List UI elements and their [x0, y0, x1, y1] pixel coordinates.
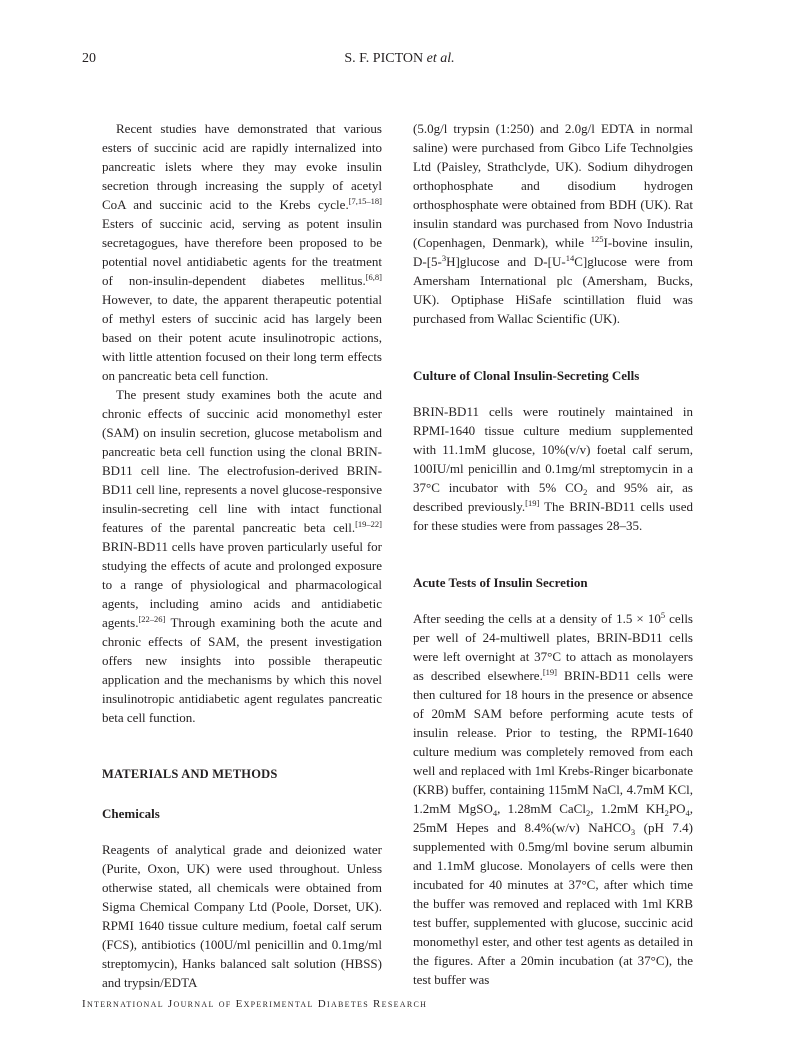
intro-paragraph-2: The present study examines both the acute and chronic effects of succinic acid monomethyl ester (SAM) on insulin secretion, glucose metabolism and pancreatic beta cell function using the clonal BRIN-BD11 cell line. The electrofusion-derived BRIN-BD11 cell line, represents a novel glucose-responsive insulin-secreting cell line with intact functional features of the parental pancreatic beta cell.[19–22] BRIN-BD11 cells have proven particularly useful for studying the effects of acute and prolonged exposure to a range of physiological and pharmacological agents, including amino acids and antidiabetic agents.[22–26] Through examining both the acute and chronic effects of SAM, the present investigation offers new insights into possible therapeutic application and the mechanisms by which this novel insulinotropic antidiabetic agent regulates pancreatic beta cell function. [102, 387, 382, 725]
running-head-etal: et al. [426, 51, 455, 66]
citation: [19–22] [355, 519, 382, 529]
citation: [19] [542, 667, 557, 677]
chemicals-paragraph-continued: (5.0g/l trypsin (1:250) and 2.0g/l EDTA in normal saline) were purchased from Gibco Life Technolgies Ltd (Paisley, Strathclyde, UK). Sodium dihydrogen orthophosphate and disodium hydrogen orthosphosphate were obtained from BDH (UK). Rat insulin standard was purchased from Novo Industria (Copenhagen, Denmark), while $^{125}$I-bovine insulin, D-[5-$^3$H]glucose and D-[U-$^{14}$C]glucose were from Amersham International plc (Amersham, Bucks, UK). Optiphase HiSafe scintillation fluid was purchased from Wallac Scientific (UK). [413, 121, 694, 326]
culture-paragraph: BRIN-BD11 cells were routinely maintained in RPMI-1640 tissue culture medium supplemented with 11.1mM glucose, 10%(v/v) foetal calf serum, 100IU/ml penicillin and 0.1mg/ml streptomycin in a 37°C incubator with 5% $CO_2$ and 95% air, as described previously.[19] The BRIN-BD11 cells used for these studies were from passages 28–35. [413, 404, 693, 533]
page-number: 20 [82, 51, 96, 66]
running-head [0, 51, 799, 67]
citation: [7,15–18] [348, 196, 382, 206]
subsection-heading-chemicals: Chemicals [102, 806, 160, 821]
citation: [19] [525, 498, 540, 508]
running-head-authors: S. F. PICTON [344, 51, 427, 66]
chemicals-paragraph: Reagents of analytical grade and deionized water (Purite, Oxon, UK) were used throughout. Unless otherwise stated, all chemicals were obtained from Sigma Chemical Company Ltd (Poole, Dorset, UK). RPMI 1640 tissue culture medium, foetal calf serum (FCS), antibiotics (100U/ml penicillin and 0.1mg/ml streptomycin), Hanks balanced salt solution (HBSS) and trypsin/EDTA [102, 842, 382, 990]
citation: [6,8] [365, 272, 382, 282]
journal-footer: International Journal of Experimental Diabetes Research [82, 998, 428, 1010]
left-column [102, 119, 382, 992]
intro-paragraph-1: Recent studies have demonstrated that various esters of succinic acid are rapidly internalized into pancreatic islets where they may evoke insulin secretion through increasing the supply of acetyl CoA and succinic acid to the Krebs cycle.[7,15–18] Esters of succinic acid, serving as potent insulin secretagogues, have therefore been proposed to be potential novel antidiabetic agents for the treatment of non-insulin-dependent diabetes mellitus.[6,8] However, to date, the apparent therapeutic potential of methyl esters of succinic acid has largely been based on their potent acute insulinotropic actions, with little attention focused on their long term effects on pancreatic beta cell function. [102, 121, 382, 383]
acute-tests-paragraph: After seeding the cells at a density of $1.5 \times 10^5$ cells per well of 24-multiwell plates, BRIN-BD11 cells were left overnight at 37°C to attach as monolayers as described elsewhere.[19] BRIN-BD11 cells were then cultured for 18 hours in the presence or absence of 20mM SAM before performing acute tests of insulin release. Prior to testing, the RPMI-1640 culture medium was completely removed from each well and replaced with 1ml Krebs-Ringer bicarbonate (KRB) buffer, containing 115mM NaCl, 4.7mM KCl, 1.2mM MgSO$_4$, 1.28mM CaCl$_2$, 1.2mM $KH_2PO_4$, 25mM Hepes and 8.4%(w/v) NaHCO$_3$ (pH 7.4) supplemented with 0.5mg/ml bovine serum albumin and 1.1mM glucose. Monolayers of cells were then incubated for 40 minutes at 37°C, after which time the buffer was removed and replaced with 1ml KRB test buffer, supplemented with glucose, succinic acid monomethyl ester, and other test agents as detailed in the figures. After a 20min incubation (at 37°C), the test buffer was [413, 610, 693, 987]
subsection-heading-acute-tests: Acute Tests of Insulin Secretion [413, 575, 588, 590]
citation: [22–26] [138, 614, 166, 624]
right-column [413, 119, 693, 989]
subsection-heading-culture: Culture of Clonal Insulin-Secreting Cells [413, 368, 640, 383]
section-heading-methods: MATERIALS AND METHODS [102, 767, 278, 781]
